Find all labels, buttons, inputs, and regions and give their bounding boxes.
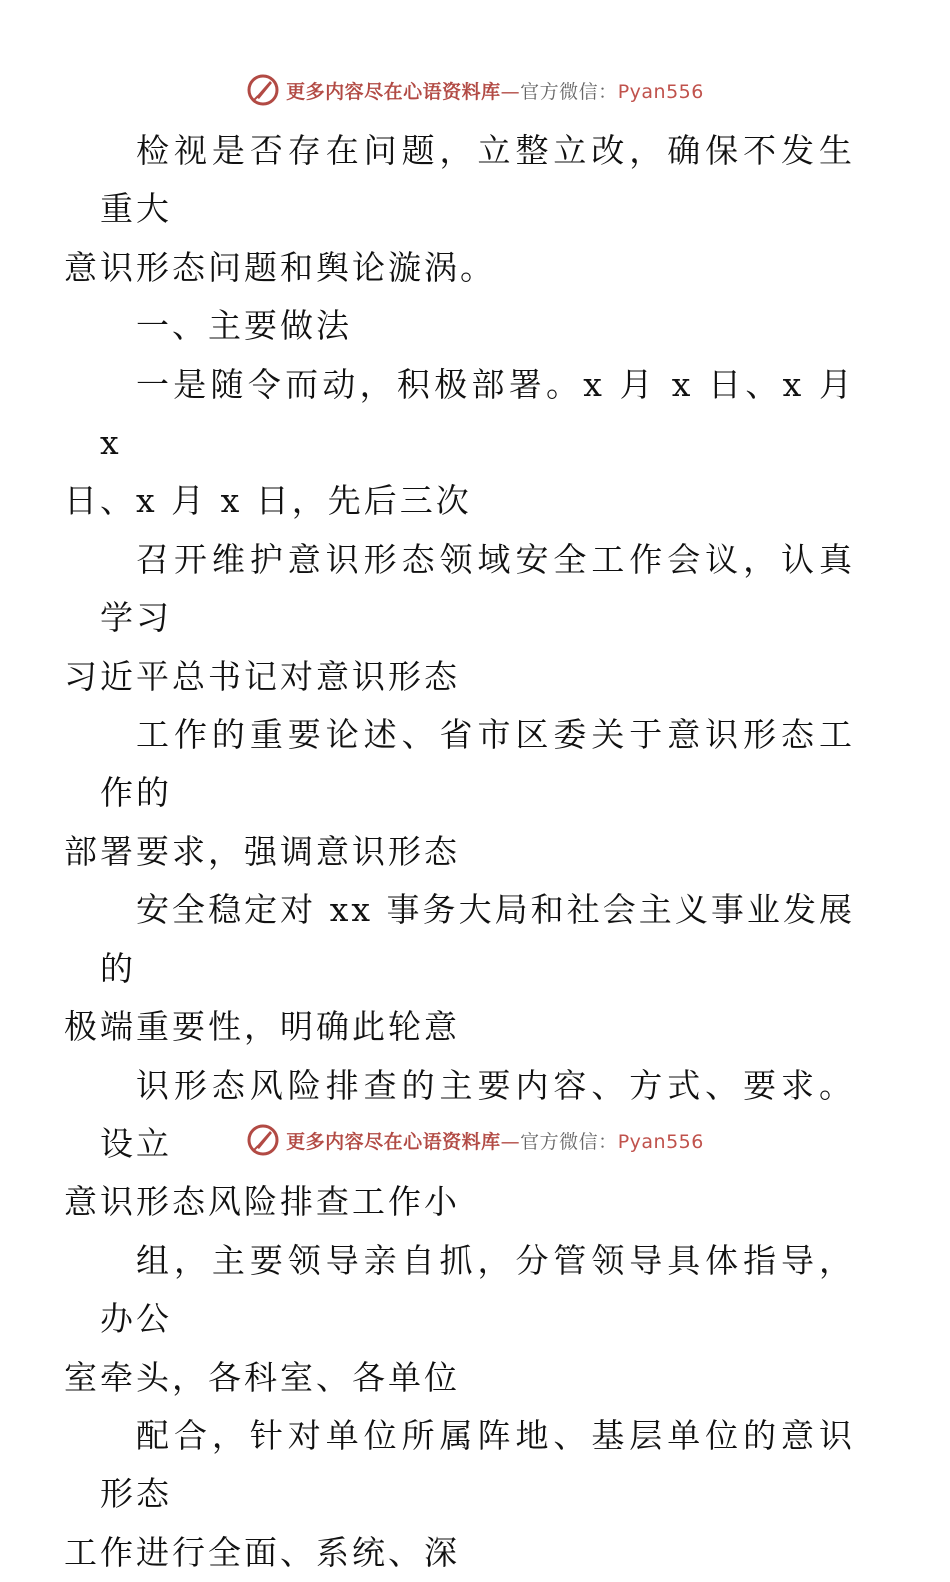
- paragraph-line: 意识形态风险排查工作小: [64, 1182, 460, 1222]
- watermark-dash: —: [500, 80, 521, 103]
- watermark-account: Pyan556: [617, 80, 704, 103]
- paragraph-line: 检视是否存在问题，立整立改，确保不发生重大: [100, 131, 855, 229]
- paragraph-line: 习近平总书记对意识形态: [64, 656, 460, 696]
- watermark-official: 官方微信：: [520, 1130, 618, 1153]
- paragraph-1: [64, 122, 855, 297]
- paragraph-line: 一、主要做法: [136, 306, 352, 346]
- paragraph-line: 部署要求，强调意识形态: [64, 831, 460, 871]
- paragraph-5: [64, 881, 855, 1056]
- document-body: [64, 122, 855, 1582]
- quill-logo-icon: [246, 73, 280, 107]
- watermark-text: [286, 1127, 704, 1154]
- paragraph-line: 工作进行全面、系统、深: [64, 1532, 460, 1572]
- watermark-text: [286, 77, 704, 104]
- paragraph-line: 组，主要领导亲自抓，分管领导具体指导，办公: [100, 1240, 855, 1339]
- paragraph-2: [64, 356, 855, 531]
- quill-logo-icon: [246, 1123, 280, 1157]
- paragraph-line: 安全稳定对 xx 事务大局和社会主义事业发展的: [100, 890, 855, 988]
- section-heading: [100, 297, 855, 355]
- watermark-footer: [0, 1120, 950, 1160]
- watermark-account: Pyan556: [617, 1130, 704, 1153]
- paragraph-line: 一是随令而动，积极部署。x 月 x 日、x 月 x: [100, 364, 855, 463]
- paragraph-line: 极端重要性，明确此轮意: [64, 1007, 460, 1047]
- paragraph-line: 工作的重要论述、省市区委关于意识形态工作的: [100, 715, 855, 813]
- watermark-dash: —: [500, 1130, 521, 1153]
- paragraph-line: 日、x 月 x 日，先后三次: [64, 481, 472, 521]
- watermark-official: 官方微信：: [520, 80, 618, 103]
- watermark-brand: 更多内容尽在心语资料库: [286, 80, 501, 103]
- paragraph-line: 配合，针对单位所属阵地、基层单位的意识形态: [100, 1415, 855, 1514]
- paragraph-line: 识形态风险排查的主要内容、方式、要求。设立: [100, 1065, 855, 1163]
- paragraph-8: [64, 1407, 855, 1582]
- paragraph-line: 室牵头，各科室、各单位: [64, 1357, 460, 1397]
- paragraph-line: 召开维护意识形态领域安全工作会议，认真学习: [100, 539, 855, 638]
- paragraph-3: [64, 531, 855, 706]
- watermark-header: [0, 70, 950, 110]
- paragraph-7: [64, 1232, 855, 1407]
- watermark-brand: 更多内容尽在心语资料库: [286, 1130, 501, 1153]
- paragraph-line: 意识形态问题和舆论漩涡。: [64, 247, 496, 287]
- paragraph-4: [64, 706, 855, 881]
